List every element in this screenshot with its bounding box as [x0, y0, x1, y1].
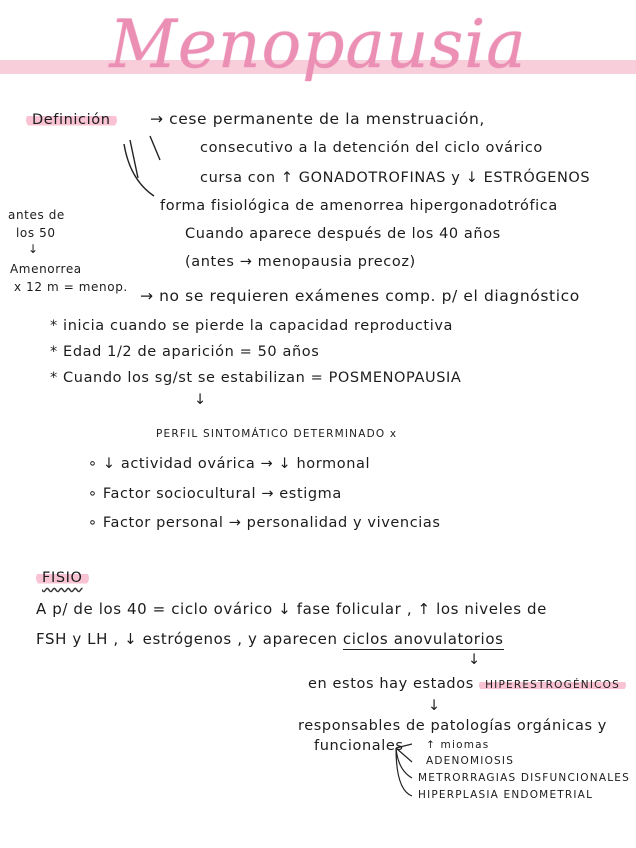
- definicion-line-2: consecutivo a la detención del ciclo ovárico: [200, 140, 543, 156]
- perfil-line: PERFIL SINTOMÁTICO DETERMINADO x: [156, 428, 398, 440]
- ciclos-anovulatorios: ciclos anovulatorios: [342, 630, 504, 648]
- fisio-item-2: ADENOMIOSIS: [426, 755, 515, 767]
- fisio-line-4: responsables de patologías orgánicas y: [298, 718, 607, 734]
- definicion-heading: Definición: [26, 112, 117, 128]
- fisio-arrow-2: ↓: [428, 698, 441, 714]
- perfil-arrow: ↓: [194, 392, 207, 408]
- side-note-line-1: antes de: [8, 208, 65, 222]
- fisio-item-1: ↑ miomas: [426, 739, 490, 751]
- fisio-arrow-1: ↓: [468, 652, 481, 668]
- fisio-item-4: HIPERPLASIA ENDOMETRIAL: [418, 789, 594, 801]
- circle-bullet-3: ∘ Factor personal → personalidad y vivencias: [88, 515, 441, 531]
- connector-strokes: [120, 130, 170, 200]
- hiperestrogenicos-highlight: HIPERESTROGÉNICOS: [479, 679, 626, 691]
- star-bullet-2: * Edad 1/2 de aparición = 50 años: [50, 344, 320, 360]
- diagnostico-line: → no se requieren exámenes comp. p/ el diagnóstico: [140, 287, 580, 305]
- definicion-line-1: → cese permanente de la menstruación,: [150, 110, 485, 128]
- side-note-line-4: x 12 m = menop.: [14, 280, 128, 294]
- side-note-arrow: ↓: [28, 242, 39, 256]
- side-note-line-3: Amenorrea: [10, 262, 82, 276]
- definicion-line-5: Cuando aparece después de los 40 años: [185, 226, 501, 242]
- fisio-line-5: funcionales: [314, 738, 404, 754]
- circle-bullet-2: ∘ Factor sociocultural → estigma: [88, 486, 342, 502]
- fisio-line-1: A p/ de los 40 = ciclo ovárico ↓ fase folicular , ↑ los niveles de: [36, 600, 547, 618]
- fisio-item-3: METRORRAGIAS DISFUNCIONALES: [418, 772, 630, 784]
- definicion-line-6: (antes → menopausia precoz): [185, 254, 416, 270]
- star-bullet-1: * inicia cuando se pierde la capacidad reproductiva: [50, 318, 454, 334]
- fisio-heading: FISIO: [36, 570, 89, 586]
- definicion-line-4: forma fisiológica de amenorrea hipergonadotrófica: [160, 198, 558, 214]
- definicion-line-3: cursa con ↑ GONADOTROFINAS y ↓ ESTRÓGENOS: [200, 170, 591, 186]
- fisio-line-3: en estos hay estados HIPERESTROGÉNICOS: [308, 676, 626, 692]
- fisio-line-2: FSH y LH , ↓ estrógenos , y aparecen ciclos anovulatorios: [36, 630, 504, 648]
- page-title: Menopausia: [109, 6, 527, 83]
- circle-bullet-1: ∘ ↓ actividad ovárica → ↓ hormonal: [88, 456, 371, 472]
- side-note-line-2: los 50: [16, 226, 56, 240]
- star-bullet-3: * Cuando los sg/st se estabilizan = POSMENOPAUSIA: [50, 370, 462, 386]
